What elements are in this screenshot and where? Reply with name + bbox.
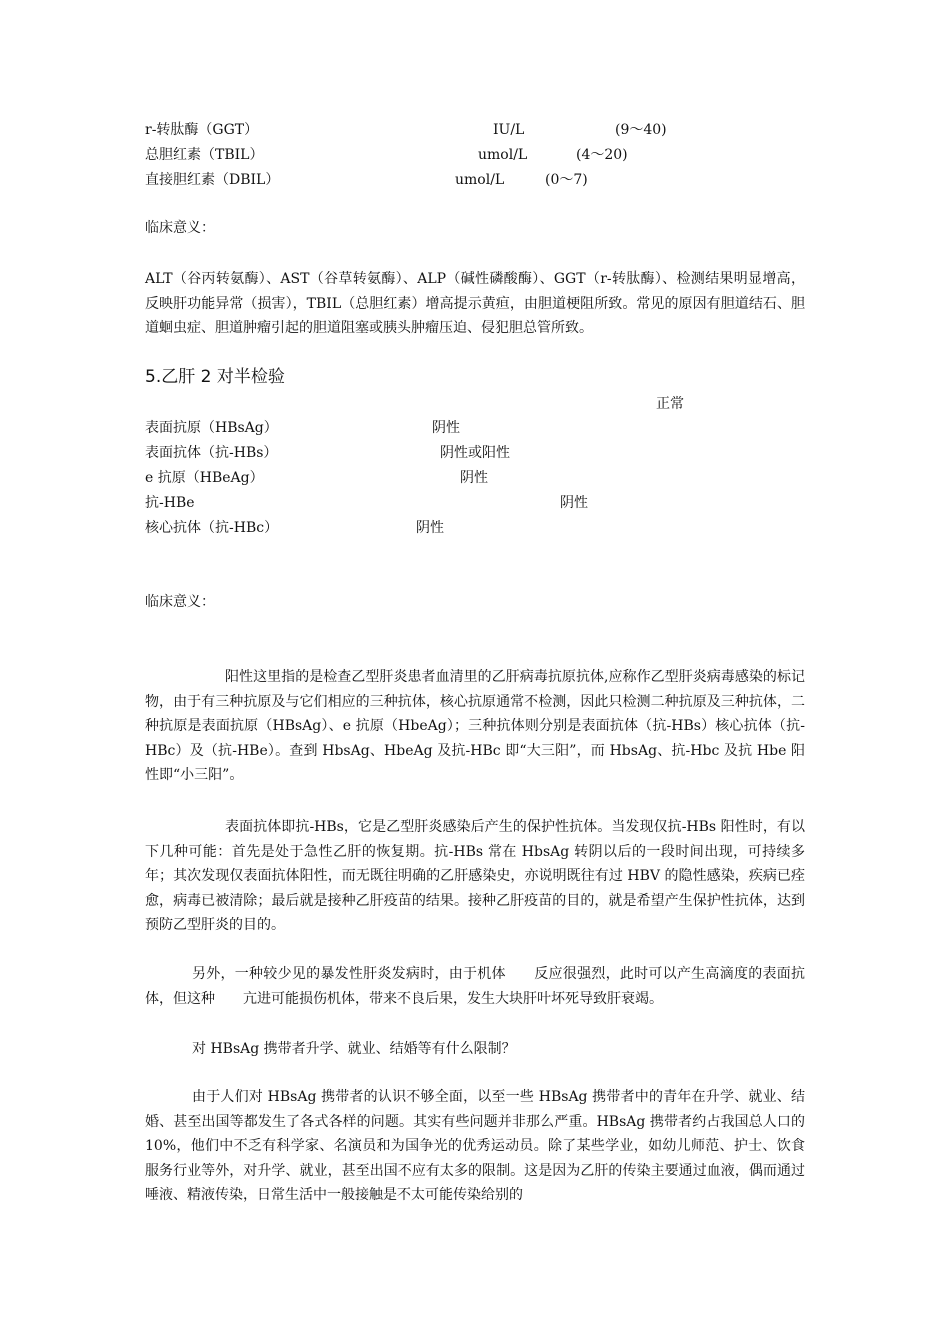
hbv-paragraph-2: 表面抗体即抗-HBs，它是乙型肝炎感染后产生的保护性抗体。当发现仅抗-HBs 阳性时，有以下几种可能：首先是处于急性乙肝的恢复期。抗-HBs 常在 HbsAg 转阴以后的一段时间出现，可持续多年；其次发现仅表面抗体阳性，而无既往明确的乙肝感染史，亦说明既往有过 HBV 的隐性感染，疾病已痊愈，病毒已被清除；最后就是接种乙肝疫苗的结果。接种乙肝疫苗的目的，就是希望产生保护性抗体，达到预防乙型肝炎的目的。	[145, 819, 805, 933]
hbeag-name: e 抗原（HBeAg）	[145, 470, 264, 486]
dbil-name: 直接胆红素（DBIL）	[145, 172, 280, 188]
liver-clinical-label: 临床意义：	[145, 220, 215, 236]
hbv-paragraph-3: 另外，一种较少见的暴发性肝炎发病时，由于机体 反应很强烈，此时可以产生高滴度的表面抗体，但这种 亢进可能损伤机体，带来不良后果，发生大块肝叶坏死导致肝衰竭。	[145, 966, 805, 1007]
hbeag-value: 阴性	[460, 470, 488, 486]
anti-hbe-value: 阴性	[560, 495, 588, 511]
dbil-unit: umol/L	[455, 172, 505, 188]
ggt-name: r-转肽酶（GGT）	[145, 122, 259, 138]
tbil-range: (4～20)	[576, 147, 628, 163]
hbv-paragraph-5: 由于人们对 HBsAg 携带者的认识不够全面，以至一些 HBsAg 携带者中的青年在升学、就业、结婚、甚至出国等都发生了各式各样的问题。其实有些问题并非那么严重。HBsAg 携带者约占我国总人口的 10%，他们中不乏有科学家、名演员和为国争光的优秀运动员。除了某些学业，如幼儿师范、护士、饮食服务行业等外，对升学、就业，甚至出国不应有太多的限制。这是因为乙肝的传染主要通过血液，偶而通过唾液、精液传染，日常生活中一般接触是不太可能传染给别的	[145, 1089, 805, 1203]
ggt-unit: IU/L	[493, 122, 525, 138]
anti-hbc-name: 核心抗体（抗-HBc）	[145, 520, 279, 536]
anti-hbs-value: 阴性或阳性	[440, 445, 510, 461]
tbil-unit: umol/L	[478, 147, 528, 163]
hbv-paragraph-1: 阳性这里指的是检查乙型肝炎患者血清里的乙肝病毒抗原抗体,应称作乙型肝炎病毒感染的标记物，由于有三种抗原及与它们相应的三种抗体，核心抗原通常不检测，因此只检测二种抗原及三种抗体，二种抗原是表面抗原（HBsAg）、e 抗原（HbeAg）；三种抗体则分别是表面抗体（抗-HBs）核心抗体（抗-HBc）及（抗-HBe）。查到 HbsAg、HbeAg 及抗-HBc 即“大三阳”，而 HbsAg、抗-Hbc 及抗 Hbe 阳性即“小三阳”。	[145, 669, 805, 783]
hbv-normal-header: 正常	[656, 396, 684, 412]
hbsag-name: 表面抗原（HBsAg）	[145, 420, 278, 436]
tbil-name: 总胆红素（TBIL）	[145, 147, 264, 163]
hbsag-value: 阴性	[432, 420, 460, 436]
hbv-clinical-label: 临床意义：	[145, 594, 215, 610]
anti-hbc-value: 阴性	[416, 520, 444, 536]
anti-hbs-name: 表面抗体（抗-HBs）	[145, 445, 278, 461]
dbil-range: (0～7)	[545, 172, 588, 188]
liver-clinical-text: ALT（谷丙转氨酶）、AST（谷草转氨酶）、ALP（碱性磷酸酶）、GGT（r-转肽酶）、检测结果明显增高，反映肝功能异常（损害），TBIL（总胆红素）增高提示黄疸，由胆道梗阻所致。常见的原因有胆道结石、胆道蛔虫症、胆道肿瘤引起的胆道阻塞或胰头肿瘤压迫、侵犯胆总管所致。	[145, 271, 805, 336]
hbsag-carrier-question: 对 HBsAg 携带者升学、就业、结婚等有什么限制？	[192, 1041, 516, 1057]
hbv-section-title: 5.乙肝 2 对半检验	[145, 367, 285, 387]
ggt-range: (9～40)	[615, 122, 667, 138]
anti-hbe-name: 抗-HBe	[145, 495, 195, 511]
